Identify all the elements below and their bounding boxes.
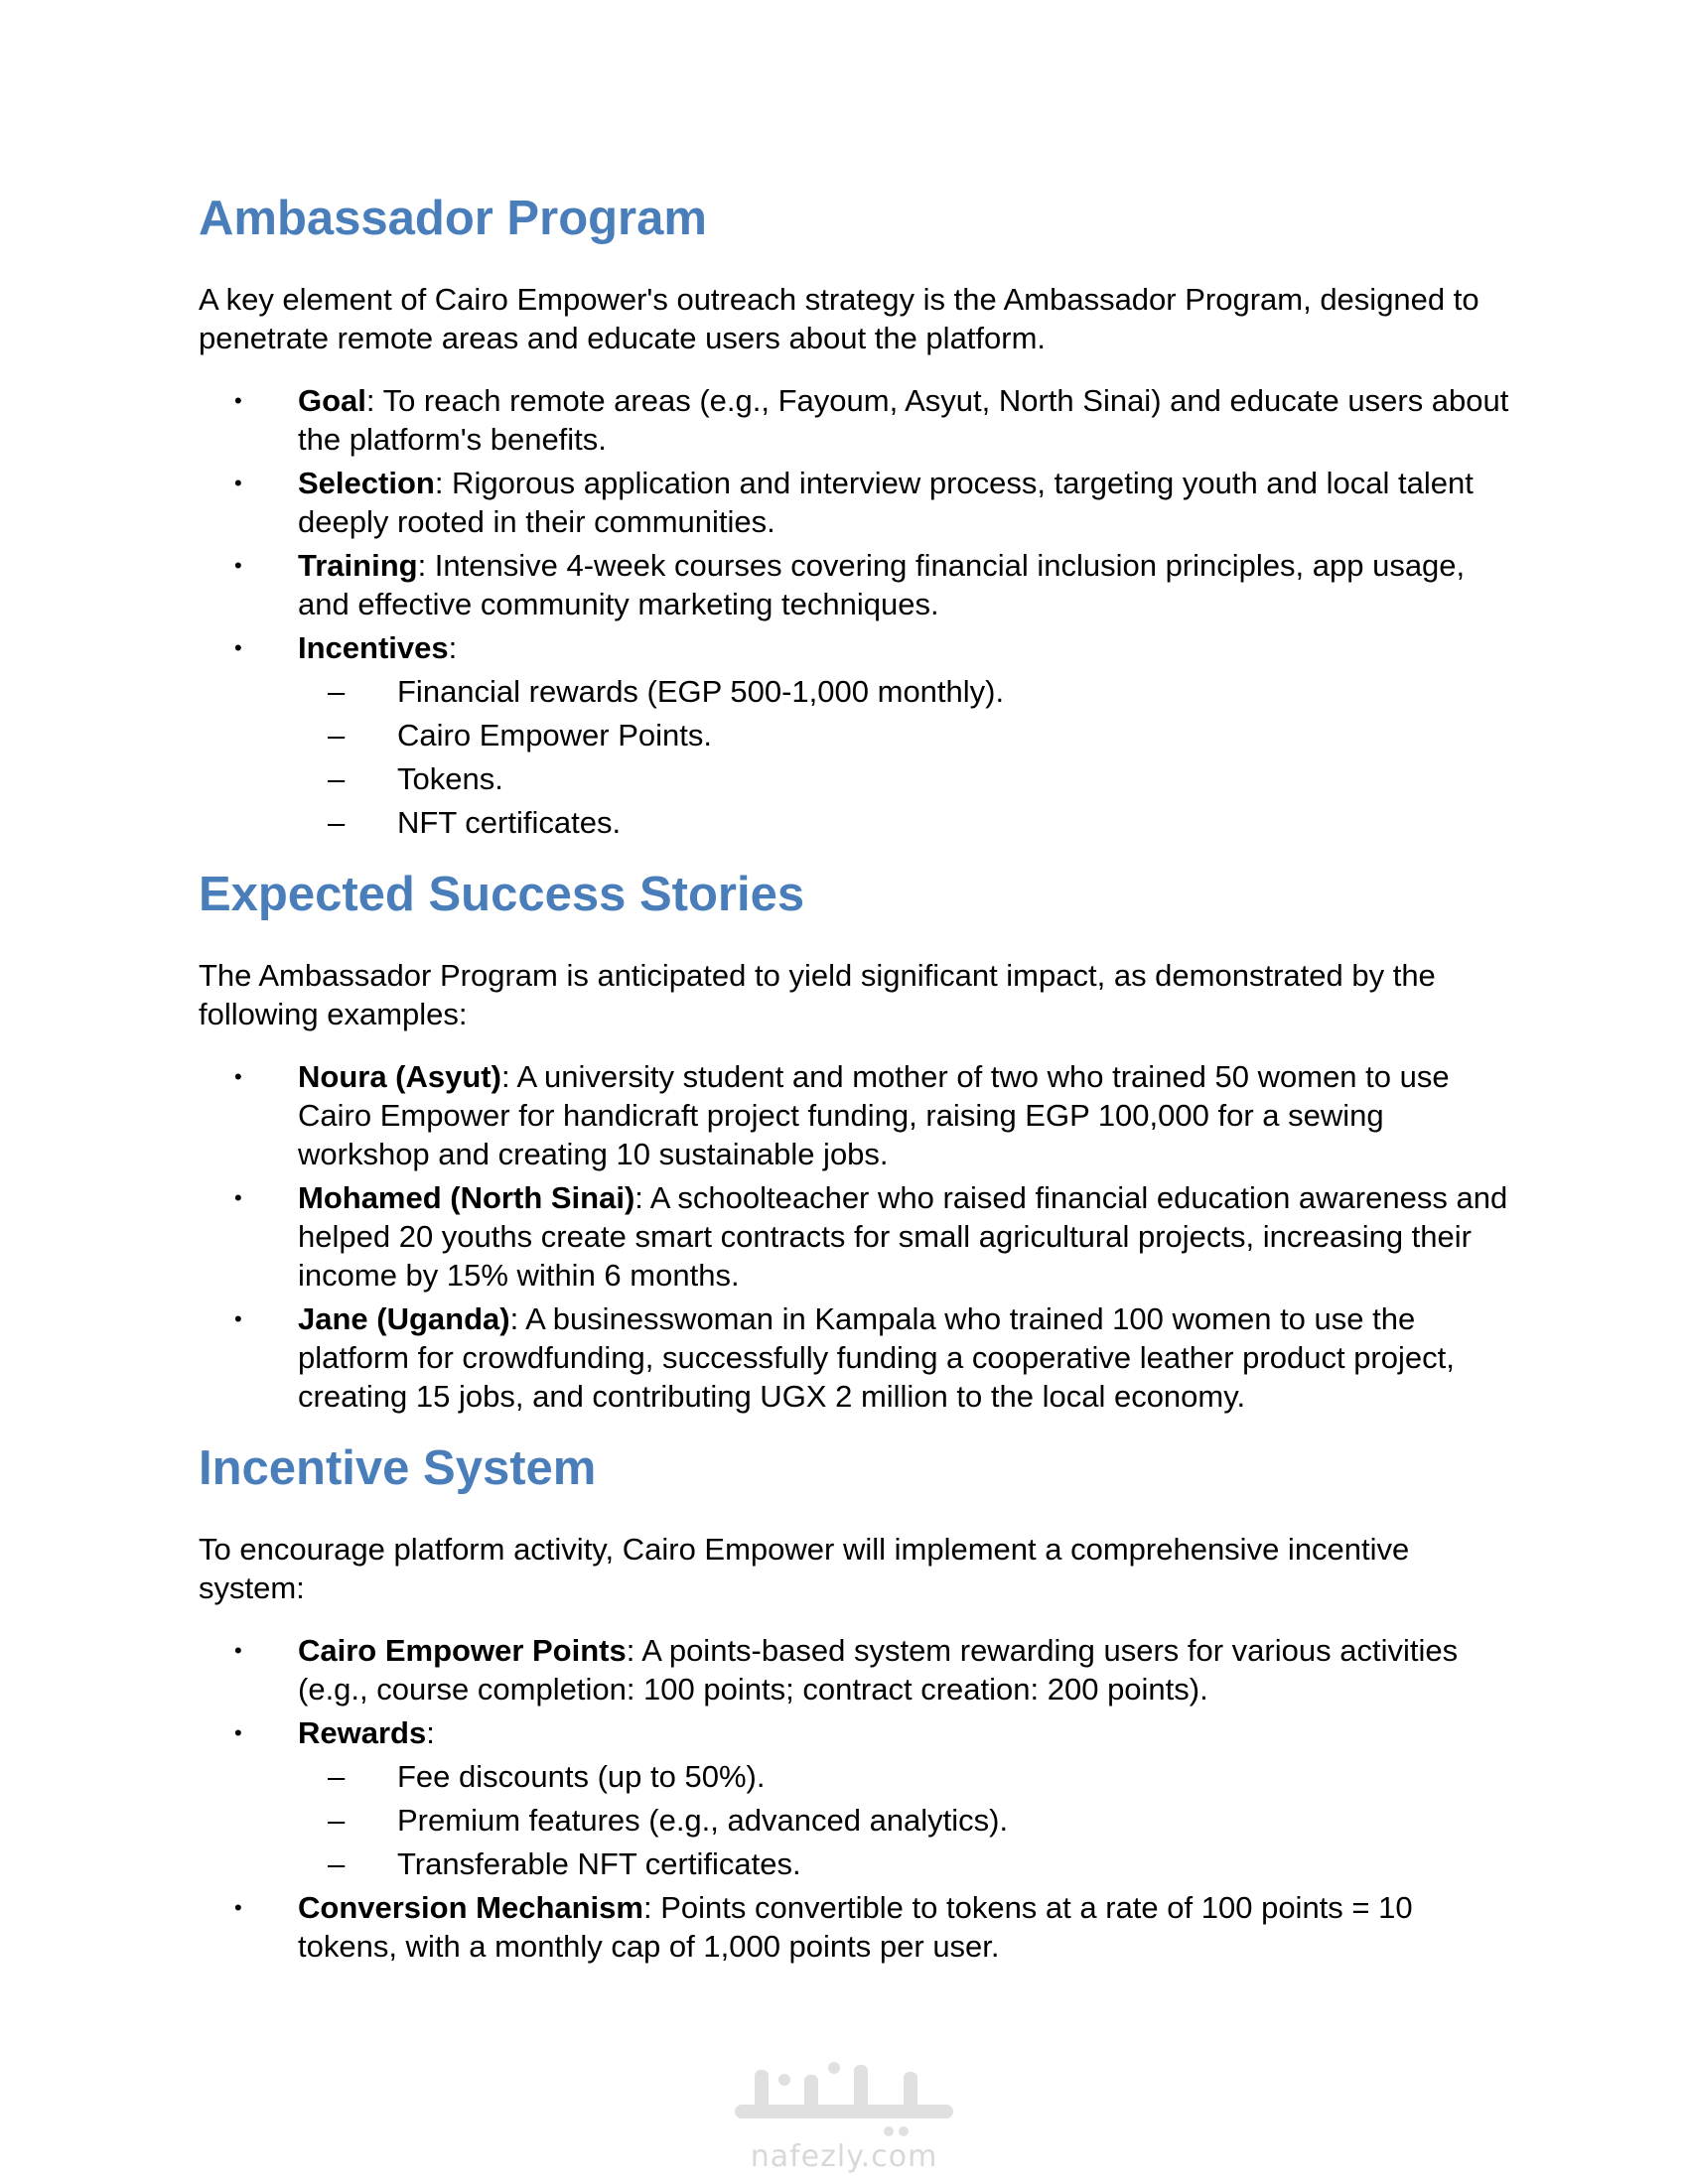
- item-text: : Points convertible to tokens at a rate of 100 points = 10 tokens, with a monthly cap of 1,000 points per user.: [298, 1890, 1413, 1964]
- item-text: : A businesswoman in Kampala who trained 100 women to use the platform for crowdfunding, successfully funding a cooperative leather product project, creating 15 jobs, and contributing UGX 2 million to the local economy.: [298, 1301, 1455, 1414]
- list-item: [199, 381, 1509, 459]
- item-text: : Intensive 4-week courses covering financial inclusion principles, app usage, and effective community marketing techniques.: [298, 548, 1466, 621]
- item-text: :: [448, 630, 458, 665]
- list-item: [199, 1057, 1509, 1173]
- list-item: [199, 1299, 1509, 1416]
- sub-item-text: Transferable NFT certificates.: [397, 1846, 801, 1881]
- sub-item: [298, 1844, 1509, 1883]
- section-intro: To encourage platform activity, Cairo Empower will implement a comprehensive incentive system:: [199, 1532, 1410, 1605]
- list-item: [199, 1178, 1509, 1295]
- item-term: Incentives: [298, 630, 449, 665]
- bullet-icon: •: [234, 1185, 242, 1210]
- list-item: [199, 464, 1509, 541]
- item-text: : Rigorous application and interview process, targeting youth and local talent deeply rooted in their communities.: [298, 466, 1474, 539]
- bullet-list: [199, 381, 1509, 842]
- item-text: : To reach remote areas (e.g., Fayoum, Asyut, North Sinai) and educate users about the platform's benefits.: [298, 383, 1509, 457]
- item-term: Training: [298, 548, 418, 583]
- bullet-icon: •: [234, 1064, 242, 1089]
- sub-item: [298, 759, 1509, 798]
- sub-list: [298, 1757, 1509, 1883]
- bullet-list: [199, 1057, 1509, 1416]
- item-text: :: [426, 1715, 435, 1750]
- watermark-text: nafezly.com: [750, 2139, 938, 2174]
- bullet-icon: •: [234, 1720, 242, 1745]
- item-term: Mohamed (North Sinai): [298, 1180, 635, 1215]
- bullet-icon: •: [234, 388, 242, 413]
- sub-item: [298, 672, 1509, 711]
- sub-item: [298, 803, 1509, 842]
- dash-icon: –: [328, 1759, 346, 1794]
- list-item: [199, 1888, 1509, 1966]
- bullet-icon: •: [234, 1895, 242, 1920]
- item-term: Jane (Uganda): [298, 1301, 510, 1336]
- dash-icon: –: [328, 1846, 346, 1881]
- item-term: Conversion Mechanism: [298, 1890, 643, 1925]
- item-text: : A university student and mother of two who trained 50 women to use Cairo Empower for handicraft project funding, raising EGP 100,000 for a sewing workshop and creating 10 sustainable jobs.: [298, 1059, 1450, 1171]
- sub-item-text: Financial rewards (EGP 500-1,000 monthly).: [397, 674, 1005, 709]
- list-item: [199, 546, 1509, 623]
- item-term: Cairo Empower Points: [298, 1633, 627, 1668]
- section-ambassador-program: [199, 189, 1509, 842]
- sub-list: [298, 672, 1509, 842]
- watermark-logo-icon: [695, 2050, 993, 2144]
- sub-item-text: Cairo Empower Points.: [397, 718, 713, 752]
- dash-icon: –: [328, 718, 346, 752]
- section-intro: A key element of Cairo Empower's outreach strategy is the Ambassador Program, designed to penetrate remote areas and educate users about the platform.: [199, 282, 1479, 355]
- list-item: [199, 1631, 1509, 1708]
- section-heading: Ambassador Program: [199, 192, 707, 245]
- item-term: Selection: [298, 466, 435, 500]
- item-term: Noura (Asyut): [298, 1059, 501, 1094]
- dash-icon: –: [328, 674, 346, 709]
- sub-item-text: NFT certificates.: [397, 805, 622, 840]
- section-heading: Expected Success Stories: [199, 868, 805, 921]
- sub-item-text: Fee discounts (up to 50%).: [397, 1759, 766, 1794]
- document-page: [199, 189, 1509, 1971]
- dash-icon: –: [328, 805, 346, 840]
- dash-icon: –: [328, 761, 346, 796]
- bullet-list: [199, 1631, 1509, 1966]
- bullet-icon: •: [234, 1306, 242, 1331]
- bullet-icon: •: [234, 1638, 242, 1663]
- item-text: : A points-based system rewarding users for various activities (e.g., course completion: 100 points; contract creation: 200 points).: [298, 1633, 1459, 1706]
- sub-item: [298, 716, 1509, 754]
- bullet-icon: •: [234, 635, 242, 660]
- watermark-logo: [695, 2050, 993, 2179]
- bullet-icon: •: [234, 553, 242, 578]
- sub-item-text: Premium features (e.g., advanced analytics).: [397, 1803, 1009, 1838]
- bullet-icon: •: [234, 471, 242, 495]
- sub-item-text: Tokens.: [397, 761, 503, 796]
- section-incentive-system: [199, 1438, 1509, 1966]
- item-term: Rewards: [298, 1715, 427, 1750]
- list-item: [199, 628, 1509, 842]
- section-heading: Incentive System: [199, 1441, 597, 1495]
- item-text: : A schoolteacher who raised financial education awareness and helped 20 youths create smart contracts for small agricultural projects, increasing their income by 15% within 6 months.: [298, 1180, 1508, 1293]
- item-term: Goal: [298, 383, 366, 418]
- list-item: [199, 1713, 1509, 1883]
- dash-icon: –: [328, 1803, 346, 1838]
- section-expected-success-stories: [199, 865, 1509, 1416]
- sub-item: [298, 1757, 1509, 1796]
- sub-item: [298, 1801, 1509, 1840]
- section-intro: The Ambassador Program is anticipated to yield significant impact, as demonstrated by the following examples:: [199, 958, 1436, 1031]
